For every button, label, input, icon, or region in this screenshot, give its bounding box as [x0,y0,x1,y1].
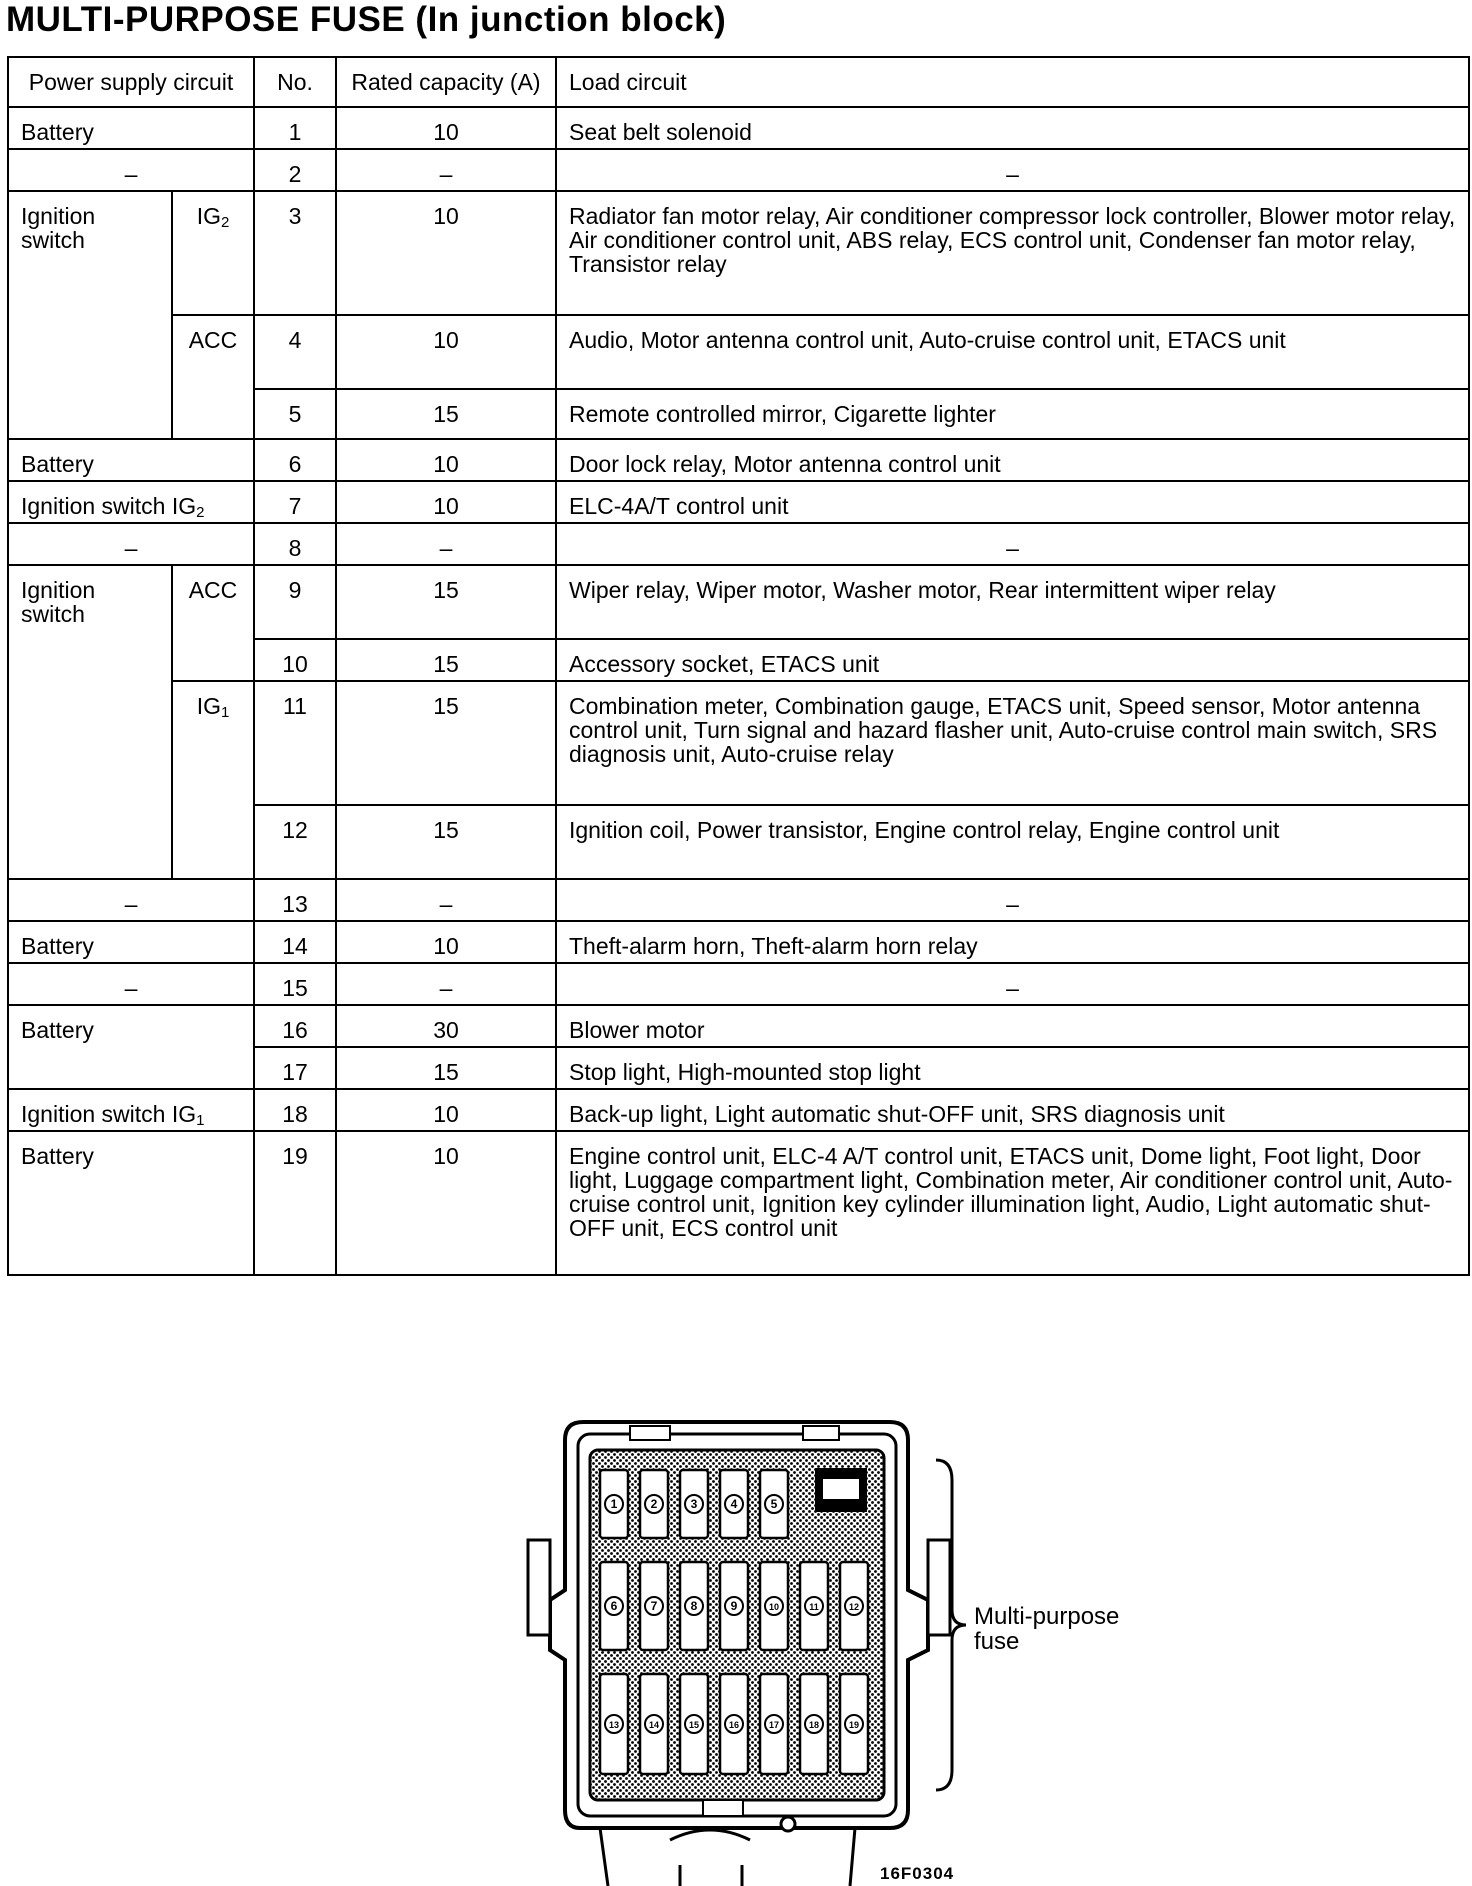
table-row [8,523,1469,565]
power-supply-cell: Battery [8,107,254,149]
fuse-number-cell: 19 [254,1131,336,1275]
fuse-number-cell: 6 [254,439,336,481]
multi-purpose-fuse-label: Multi-purpose fuse [974,1603,1120,1655]
header-load-circuit: Load circuit [556,57,1469,107]
fuse-number-label: 2 [650,1497,658,1511]
fuse-number-label: 10 [768,1602,780,1612]
fuse-number-label: 15 [688,1720,700,1730]
load-circuit-cell: Ignition coil, Power transistor, Engine control relay, Engine control unit [556,805,1469,879]
fuse-number-cell: 17 [254,1047,336,1089]
header-power-supply: Power supply circuit [8,57,254,107]
table-row [8,107,1469,149]
fuse-number-cell: 13 [254,879,336,921]
load-circuit-cell: Seat belt solenoid [556,107,1469,149]
fuse-number-cell: 9 [254,565,336,639]
capacity-cell: 10 [336,1089,556,1131]
fuse-number-label: 9 [730,1599,738,1613]
fuse-number-label: 19 [848,1720,860,1730]
capacity-cell: 15 [336,565,556,639]
fuse-number-cell: 2 [254,149,336,191]
load-circuit-cell: – [556,149,1469,191]
table-header-row [8,57,1469,107]
fuse-number-cell: 8 [254,523,336,565]
fuse-number-cell: 12 [254,805,336,879]
table-row [8,439,1469,481]
capacity-cell: 15 [336,805,556,879]
capacity-cell: – [336,149,556,191]
table-row [8,565,1469,639]
fuse-number-label: 16 [728,1720,740,1730]
load-circuit-cell: Theft-alarm horn, Theft-alarm horn relay [556,921,1469,963]
capacity-cell: – [336,963,556,1005]
capacity-cell: – [336,523,556,565]
power-supply-cell: – [8,523,254,565]
load-circuit-cell: Stop light, High-mounted stop light [556,1047,1469,1089]
table-row [8,879,1469,921]
table-row [8,1131,1469,1275]
fuse-number-label: 1 [610,1497,618,1511]
load-circuit-cell: Remote controlled mirror, Cigarette lighter [556,389,1469,439]
capacity-cell: 30 [336,1005,556,1047]
capacity-cell: 10 [336,439,556,481]
junction-block-diagram [520,1420,1250,1886]
fuse-number-cell: 3 [254,191,336,315]
table-row [8,481,1469,523]
page-title: MULTI-PURPOSE FUSE (In junction block) [6,0,727,39]
fuse-number-cell: 15 [254,963,336,1005]
fuse-number-label: 12 [848,1602,860,1612]
table-row [8,1089,1469,1131]
table-row [8,681,1469,805]
figure-code: 16F0304 [880,1864,955,1883]
power-supply-cell: Battery [8,921,254,963]
load-circuit-cell: – [556,523,1469,565]
load-circuit-cell: Accessory socket, ETACS unit [556,639,1469,681]
fuse-number-label: 18 [808,1720,820,1730]
fuse-number-label: 4 [730,1497,738,1511]
fuse-number-label: 7 [650,1599,658,1613]
load-circuit-cell: Combination meter, Combination gauge, ETACS unit, Speed sensor, Motor antenna control unit, Turn signal and hazard flasher unit, Auto-cruise control main switch, SRS diagnosis unit, Auto-cruise relay [556,681,1469,805]
power-supply-cell: – [8,879,254,921]
table-row [8,315,1469,389]
load-circuit-cell: Audio, Motor antenna control unit, Auto-cruise control unit, ETACS unit [556,315,1469,389]
fuse-number-label: 14 [648,1720,660,1730]
power-supply-cell: Ignition switch [8,565,172,879]
capacity-cell: 10 [336,1131,556,1275]
load-circuit-cell: Engine control unit, ELC-4 A/T control unit, ETACS unit, Dome light, Foot light, Door light, Luggage compartment light, Combination meter, Air conditioner control unit, Auto-cruise control unit, Ignition key cylinder illumination light, Audio, Light automatic shut-OFF unit, ECS control unit [556,1131,1469,1275]
power-supply-cell: Battery [8,1005,254,1089]
power-sub-cell: ACC [172,565,254,681]
capacity-cell: 10 [336,315,556,389]
fuse-number-cell: 5 [254,389,336,439]
fuse-number-label: 17 [768,1720,780,1730]
power-supply-cell: – [8,149,254,191]
power-supply-cell: – [8,963,254,1005]
load-circuit-cell: ELC-4A/T control unit [556,481,1469,523]
capacity-cell: 10 [336,921,556,963]
fuse-number-cell: 11 [254,681,336,805]
capacity-cell: 10 [336,191,556,315]
load-circuit-cell: Door lock relay, Motor antenna control unit [556,439,1469,481]
fuse-row-2 [600,1562,868,1650]
load-circuit-cell: Blower motor [556,1005,1469,1047]
table-row [8,149,1469,191]
table-row [8,191,1469,315]
fuse-row-1 [600,1470,788,1538]
load-circuit-cell: – [556,963,1469,1005]
fuse-number-label: 5 [770,1497,778,1511]
fuse-number-cell: 16 [254,1005,336,1047]
header-capacity: Rated capacity (A) [336,57,556,107]
fuse-number-label: 6 [610,1599,618,1613]
table-row [8,921,1469,963]
power-sub-cell: $IG_2$ [172,191,254,315]
fuse-number-cell: 4 [254,315,336,389]
capacity-cell: 10 [336,481,556,523]
fuse-number-cell: 7 [254,481,336,523]
power-supply-cell: Ignition switch $IG_1$ [8,1089,254,1131]
capacity-cell: 15 [336,681,556,805]
load-circuit-cell: Wiper relay, Wiper motor, Washer motor, Rear intermittent wiper relay [556,565,1469,639]
capacity-cell: – [336,879,556,921]
fuse-number-label: 13 [608,1720,620,1730]
fuse-number-label: 8 [690,1599,698,1613]
power-supply-cell: Ignition switch $IG_2$ [8,481,254,523]
capacity-cell: 15 [336,639,556,681]
power-supply-cell: Battery [8,439,254,481]
fuse-number-cell: 10 [254,639,336,681]
power-supply-cell: Battery [8,1131,254,1275]
table-row [8,963,1469,1005]
fuse-number-cell: 18 [254,1089,336,1131]
fuse-number-label: 3 [690,1497,698,1511]
fuse-row-3 [600,1674,868,1774]
power-supply-cell: Ignition switch [8,191,172,439]
fuse-table [7,56,1470,1276]
header-no: No. [254,57,336,107]
load-circuit-cell: – [556,879,1469,921]
load-circuit-cell: Back-up light, Light automatic shut-OFF unit, SRS diagnosis unit [556,1089,1469,1131]
fuse-number-label: 11 [809,1602,819,1612]
fuse-number-cell: 1 [254,107,336,149]
capacity-cell: 15 [336,389,556,439]
load-circuit-cell: Radiator fan motor relay, Air conditioner compressor lock controller, Blower motor relay, Air conditioner control unit, ABS relay, ECS control unit, Condenser fan motor relay, Transistor relay [556,191,1469,315]
table-row [8,1005,1469,1047]
power-sub-cell: $IG_1$ [172,681,254,879]
capacity-cell: 15 [336,1047,556,1089]
power-sub-cell: ACC [172,315,254,439]
fuse-number-cell: 14 [254,921,336,963]
capacity-cell: 10 [336,107,556,149]
